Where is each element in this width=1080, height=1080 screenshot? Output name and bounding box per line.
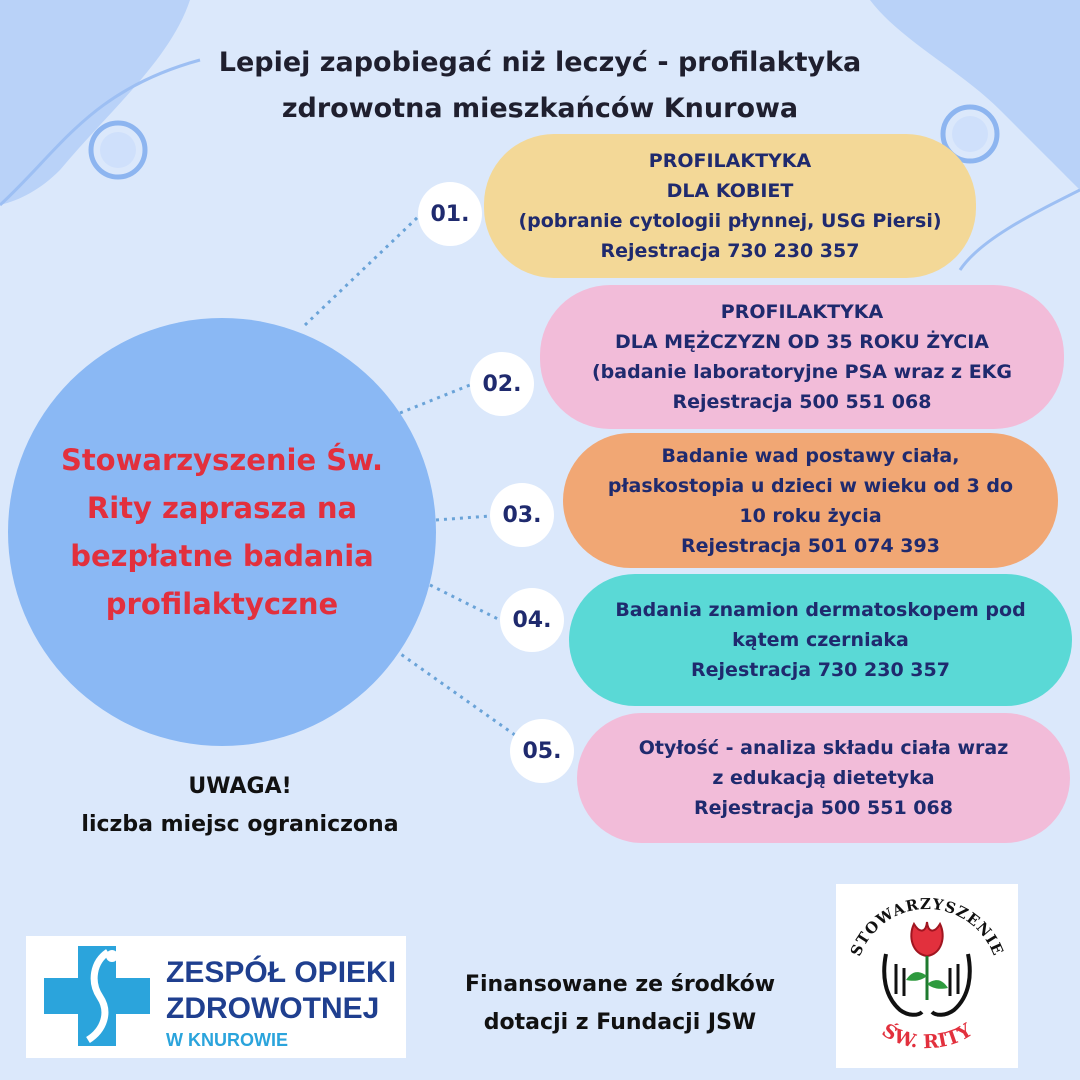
- item-01-line-3: (pobranie cytologii płynnej, USG Piersi): [518, 210, 942, 232]
- limited-places-notice: [30, 768, 450, 844]
- item-card-05: [577, 713, 1070, 843]
- notice-line-1: UWAGA!: [188, 774, 292, 799]
- item-number-01: 01.: [418, 182, 482, 246]
- item-03-line-2: płaskostopia u dzieci w wieku od 3 do: [607, 474, 1014, 497]
- zoz-knurow-logo: [26, 936, 406, 1058]
- funding-line-1: Finansowane ze środków: [464, 972, 776, 997]
- zoz-line-2: ZDROWOTNEJ: [166, 992, 380, 1025]
- item-04-line-3: Rejestracja 730 230 357: [691, 659, 950, 681]
- rita-logo-top-text: STOWARZYSZENIE: [846, 894, 1008, 959]
- item-02-line-2: DLA MĘŻCZYZN OD 35 ROKU ŻYCIA: [614, 331, 990, 353]
- item-card-01: [484, 134, 976, 278]
- circle-line-2: Rity zaprasza na: [86, 491, 358, 525]
- st-rita-association-logo: [836, 884, 1018, 1068]
- item-number-03: 03.: [490, 483, 554, 547]
- svg-text:ŚW. RITY: [878, 1019, 976, 1054]
- zoz-line-1: ZESPÓŁ OPIEKI: [166, 956, 397, 989]
- title-line-1: Lepiej zapobiegać niż leczyć - profilaktyka: [218, 47, 862, 78]
- item-number-05: 05.: [510, 719, 574, 783]
- item-01-line-4: Rejestracja 730 230 357: [600, 240, 860, 262]
- item-number-04: 04.: [500, 588, 564, 652]
- item-card-04: [569, 574, 1072, 706]
- item-01-line-1: PROFILAKTYKA: [648, 150, 812, 172]
- item-05-line-2: z edukacją dietetyka: [712, 767, 935, 789]
- item-02-line-3: (badanie laboratoryjne PSA wraz z EKG: [592, 361, 1012, 383]
- title-line-2: zdrowotna mieszkańców Knurowa: [281, 93, 799, 124]
- item-02-line-4: Rejestracja 500 551 068: [672, 391, 932, 413]
- item-03-line-3: 10 roku życia: [739, 504, 882, 527]
- item-number-02: 02.: [470, 352, 534, 416]
- zoz-line-3: W KNUROWIE: [166, 1030, 288, 1050]
- item-03-line-1: Badanie wad postawy ciała,: [661, 444, 960, 467]
- circle-line-1: Stowarzyszenie Św.: [60, 443, 384, 477]
- invitation-circle: [8, 318, 436, 746]
- circle-line-3: bezpłatne badania: [70, 539, 374, 573]
- circle-line-4: profilaktyczne: [105, 587, 339, 621]
- item-03-line-4: Rejestracja 501 074 393: [681, 534, 940, 557]
- notice-line-2: liczba miejsc ograniczona: [81, 812, 399, 837]
- item-05-line-1: Otyłość - analiza składu ciała wraz: [638, 737, 1009, 759]
- item-card-03: [563, 433, 1058, 568]
- funding-note: [420, 966, 820, 1042]
- item-04-line-2: kątem czerniaka: [732, 629, 909, 651]
- item-01-line-2: DLA KOBIET: [666, 180, 794, 202]
- item-02-line-1: PROFILAKTYKA: [720, 301, 884, 323]
- rita-logo-bottom-text: ŚW. RITY: [878, 1019, 976, 1054]
- item-05-line-3: Rejestracja 500 551 068: [694, 797, 953, 819]
- funding-line-2: dotacji z Fundacji JSW: [483, 1010, 757, 1035]
- page-title: [0, 40, 1080, 132]
- medical-cross-logo-icon: [38, 942, 158, 1052]
- item-card-02: [540, 285, 1064, 429]
- rose-in-hands-logo-icon: [836, 884, 1018, 1068]
- item-04-line-1: Badania znamion dermatoskopem pod: [615, 599, 1026, 621]
